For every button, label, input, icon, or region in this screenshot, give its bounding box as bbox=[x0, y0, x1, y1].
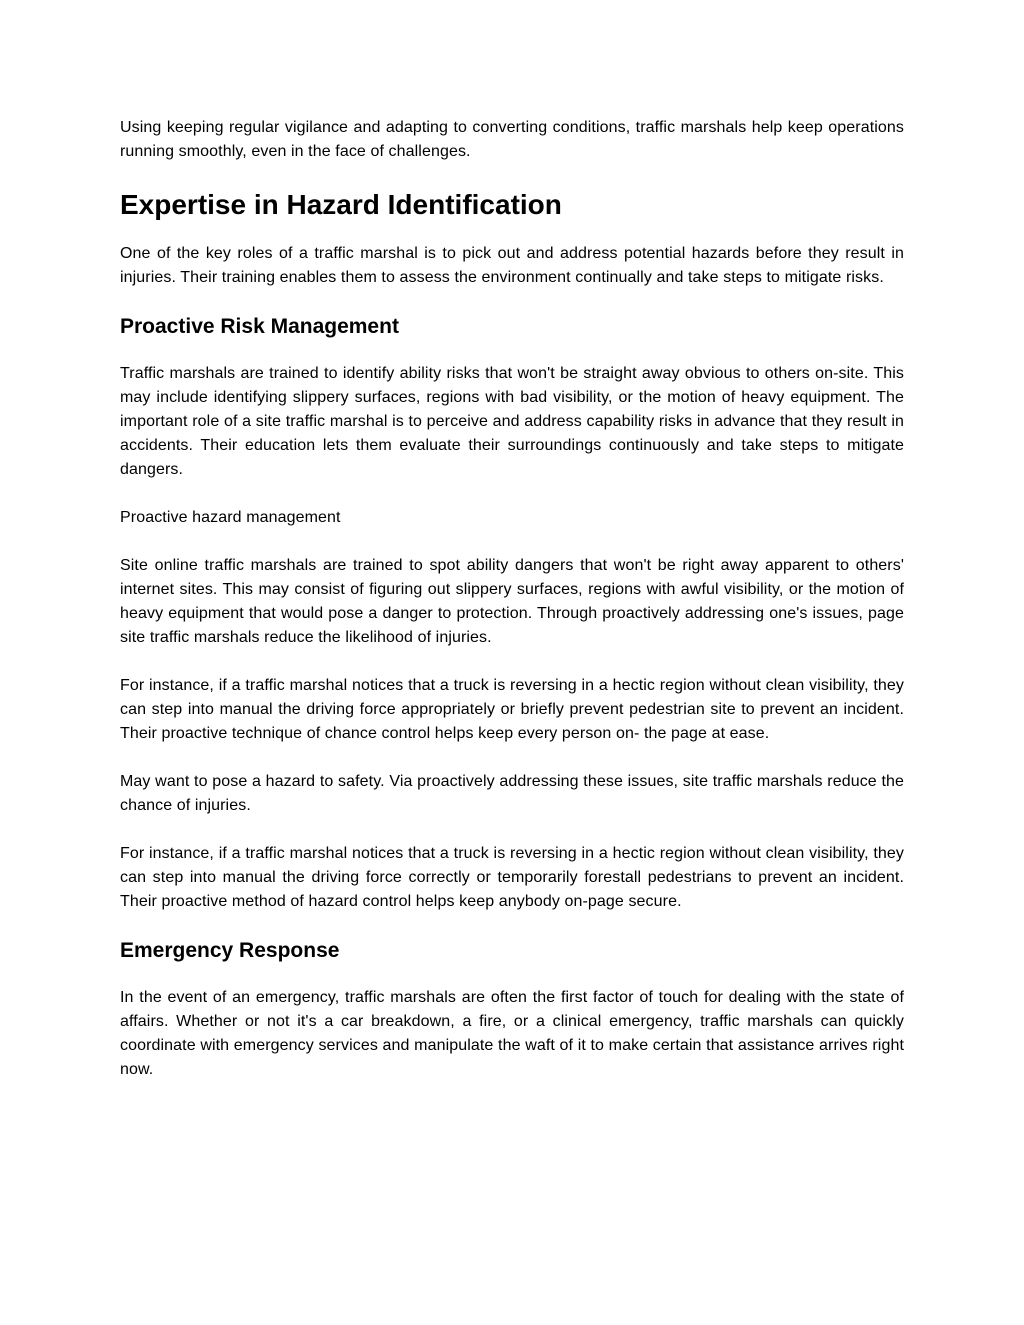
paragraph-site-online-marshals: Site online traffic marshals are trained to spot ability dangers that won't be right away apparent to others' internet sites. This may consist of figuring out slippery surfaces, regions with awful visibility, or the motion of heavy equipment that would pose a danger to protection. Through proactively addressing one's issues, page site traffic marshals reduce the likelihood of injuries. bbox=[120, 557, 904, 646]
paragraph-emergency-event: In the event of an emergency, traffic marshals are often the first factor of touch for dealing with the state of affairs. Whether or not it's a car breakdown, a fire, or a clinical emergency, traffic marshals can quickly coordinate with emergency services and manipulate the waft of it to make certain that assistance arrives right now. bbox=[120, 989, 904, 1078]
heading-proactive-risk-management: Proactive Risk Management bbox=[120, 315, 399, 338]
paragraph-vigilance-intro: Using keeping regular vigilance and adapting to converting conditions, traffic marshals help keep operations running smoothly, even in the face of challenges. bbox=[120, 119, 904, 160]
paragraph-key-roles: One of the key roles of a traffic marshal is to pick out and address potential hazards before they result in injuries. Their training enables them to assess the environment continually and take steps to mitigate risks. bbox=[120, 245, 904, 286]
paragraph-proactive-hazard-management: Proactive hazard management bbox=[120, 509, 341, 526]
heading-emergency-response: Emergency Response bbox=[120, 939, 340, 962]
paragraph-for-instance-truck-2: For instance, if a traffic marshal notices that a truck is reversing in a hectic region without clean visibility, they can step into manual the driving force correctly or temporarily forestall pedestrians to prevent an incident. Their proactive method of hazard control helps keep anybody on-page secure. bbox=[120, 845, 904, 910]
paragraph-may-want-to-pose: May want to pose a hazard to safety. Via proactively addressing these issues, site traffic marshals reduce the chance of injuries. bbox=[120, 773, 904, 814]
paragraph-trained-to-identify: Traffic marshals are trained to identify ability risks that won't be straight away obvious to others on-site. This may include identifying slippery surfaces, regions with bad visibility, or the motion of heavy equipment. The important role of a site traffic marshal is to perceive and address capability risks in advance that they result in accidents. Their education lets them evaluate their surroundings continuously and take steps to mitigate dangers. bbox=[120, 365, 904, 478]
paragraph-for-instance-truck-1: For instance, if a traffic marshal notices that a truck is reversing in a hectic region without clean visibility, they can step into manual the driving force appropriately or briefly prevent pedestrian site to prevent an incident. Their proactive technique of chance control helps keep every person on- the page at ease. bbox=[120, 677, 904, 742]
heading-expertise-in-hazard-identification: Expertise in Hazard Identification bbox=[120, 189, 562, 220]
